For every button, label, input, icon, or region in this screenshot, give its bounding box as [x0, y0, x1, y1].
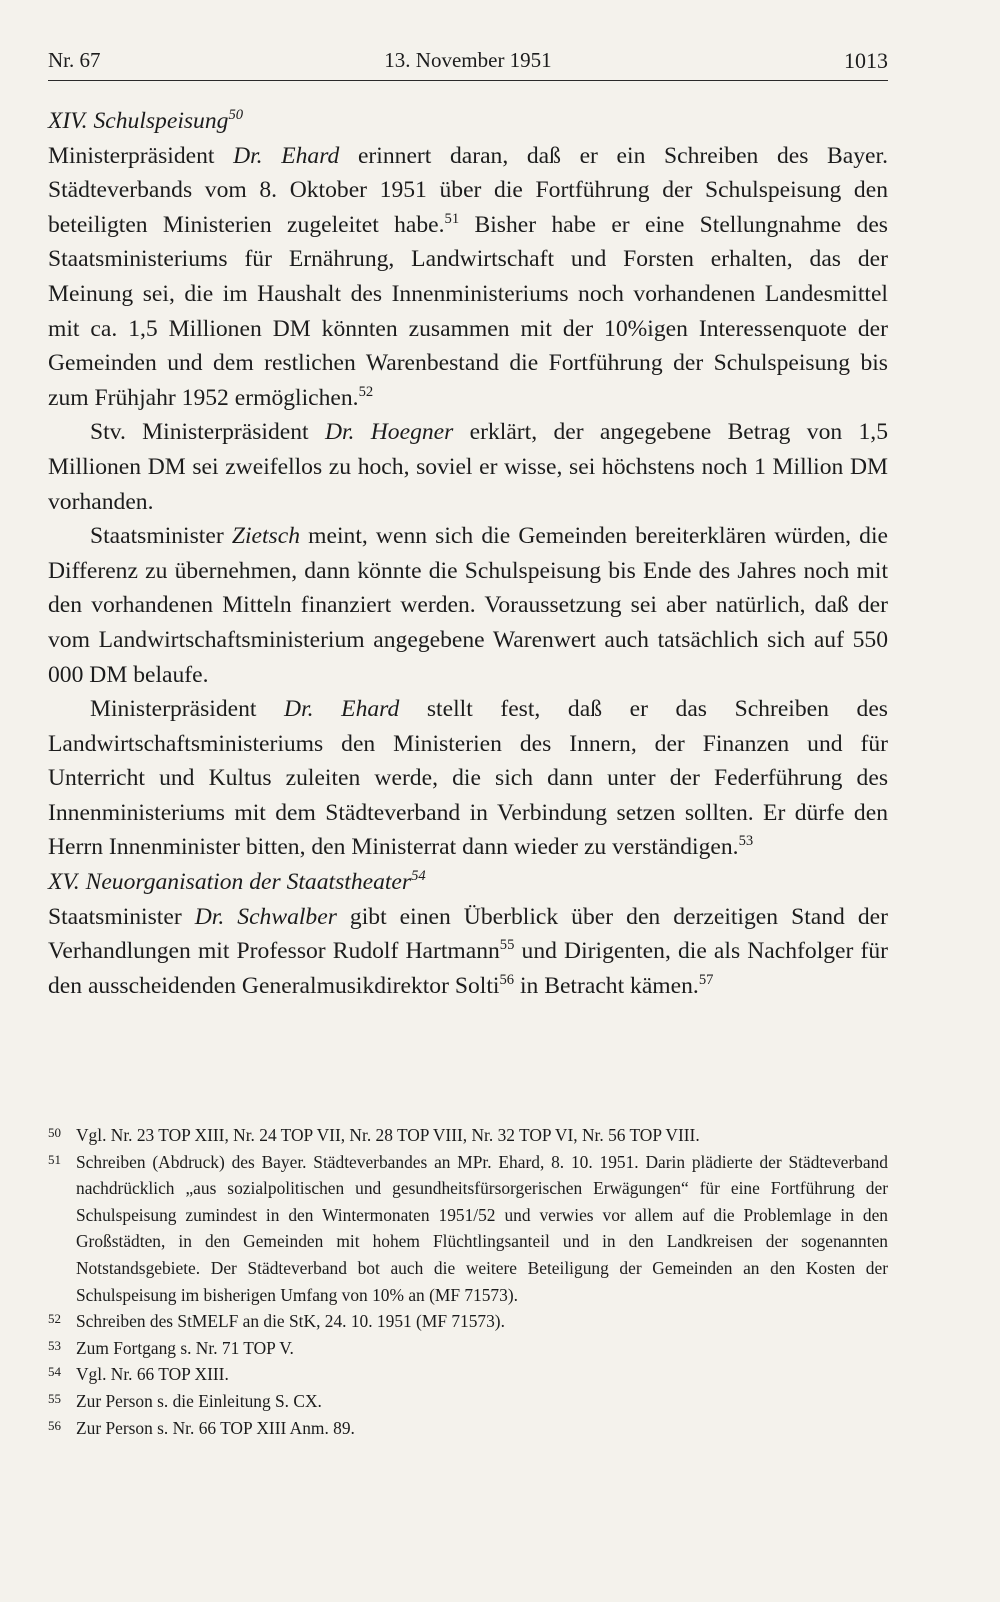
text-run: erklärt, der angegebene Betrag von 1,5 Millionen DM sei zweifellos zu hoch, soviel er wisse, sei höchstens noch 1 Million DM vorhanden.: [48, 419, 888, 515]
footnote-text: Zur Person s. die Einleitung S. CX.: [76, 1390, 322, 1411]
footnote-number: 51: [48, 1151, 61, 1167]
paragraph: [48, 519, 888, 692]
text-run: Staatsminister: [90, 523, 232, 550]
footnote-text: Vgl. Nr. 23 TOP XIII, Nr. 24 TOP VII, Nr. 28 TOP VIII, Nr. 32 TOP VI, Nr. 56 TOP VIII.: [76, 1125, 700, 1145]
footnote: [48, 1149, 888, 1309]
footnote: [48, 1415, 888, 1442]
footnote-text: Zur Person s. Nr. 66 TOP XIII Anm. 89.: [76, 1417, 355, 1438]
footnote: [48, 1335, 888, 1362]
footnote-text: Zum Fortgang s. Nr. 71 TOP V.: [76, 1337, 294, 1358]
text-run: stellt fest, daß er das Schreiben des Landwirtschaftsministeriums den Ministerien des Innern, der Finanzen und für Unterricht und Kultus zuleiten werde, die sich dann unter der Federführung des Innenministeriums mit dem Städteverband in Verbindung setzen sollten. Er dürfe den Herrn Innenminister bitten, den Ministerrat dann wieder zu verständigen.: [48, 696, 888, 861]
footnote-ref[interactable]: 57: [698, 972, 714, 989]
page-header: [48, 44, 888, 81]
footnote-number: 53: [48, 1337, 61, 1353]
footnote-text: Schreiben (Abdruck) des Bayer. Städteverbandes an MPr. Ehard, 8. 10. 1951. Darin plädierte der Städteverband nachdrücklich „aus sozialpolitischen und gesundheitsfürsorgerischen Erwägungen“ für eine Fortführung der Schulspeisung zumindest in den Wintermonaten 1951/52 und verwies vor allem auf die Problemlage in den Großstädten, in den Gemeinden mit hohem Flüchtlingsanteil und in den Landkreisen der sogenannten Notstandsgebiete. Der Städteverband bot auch die weitere Beteiligung der Gemeinden an den Kosten der Schulspeisung im bisherigen Umfang von 10% an (MF 71573).: [76, 1151, 888, 1305]
text-run: meint, wenn sich die Gemeinden bereiterklären würden, die Differenz zu übernehmen, dann könnte die Schulspeisung bis Ende des Jahres noch mit den vorhandenen Mitteln finanziert werden. Voraussetzung sei aber natürlich, daß der vom Landwirtschaftsministerium angegebene Warenwert auch tatsächlich sich auf 550 000 DM belaufe.: [48, 523, 888, 688]
text-run: erinnert daran, daß er ein Schreiben des Bayer. Städteverbands vom 8. Oktober 1951 über die Fortführung der Schulspeisung den beteiligten Ministerien zugeleitet habe.: [48, 142, 888, 238]
speaker-name: Dr. Ehard: [284, 696, 400, 723]
paragraph: [48, 692, 888, 865]
paragraph: [48, 139, 888, 416]
speaker-name: Zietsch: [231, 523, 300, 550]
section-heading-xv: [48, 865, 888, 900]
footnote-text: Schreiben des StMELF an die StK, 24. 10. 1951 (MF 71573).: [76, 1311, 505, 1332]
footnote-number: 56: [48, 1417, 61, 1433]
footnote-ref[interactable]: 52: [358, 383, 374, 400]
footnote: [48, 1388, 888, 1415]
footnote-ref[interactable]: 56: [499, 972, 515, 989]
footnote-ref[interactable]: 50: [228, 107, 244, 124]
text-run: Ministerpräsident: [90, 696, 285, 723]
text-run: Staatsminister: [48, 903, 195, 930]
section-title: Neuorganisation der Staatstheater: [85, 869, 412, 896]
footnote-number: 54: [48, 1364, 61, 1380]
text-run: Bisher habe er eine Stellungnahme des Staatsministeriums für Ernährung, Landwirtschaft und Forsten erhalten, das der Meinung sei, die im Haushalt des Innenministeriums noch vorhandenen Landesmittel mit ca. 1,5 Millionen DM könnten zusammen mit der 10%igen Interessenquote der Gemeinden und dem restlichen Warenbestand die Fortführung der Schulspeisung bis zum Frühjahr 1952 ermöglichen.: [48, 211, 888, 411]
speaker-name: Dr. Ehard: [233, 142, 340, 169]
text-run: Stv. Ministerpräsident: [90, 419, 325, 446]
section-title: Schulspeisung: [93, 108, 229, 134]
text-run: gibt einen Überblick über den derzeitigen Stand der Verhandlungen mit Professor Rudolf Hartmann: [48, 903, 888, 965]
header-date: 13. November 1951: [384, 48, 552, 72]
speaker-name: Dr. Hoegner: [324, 419, 454, 446]
section-roman: XV.: [48, 869, 80, 896]
section-heading-xiv: [48, 104, 888, 139]
text-run: und Dirigenten, die als Nachfolger für den ausscheidenden Generalmusikdirektor Solti: [48, 938, 889, 999]
footnote: [48, 1361, 888, 1388]
main-text: [48, 104, 888, 1003]
text-run: in Betracht kämen.: [514, 972, 699, 999]
paragraph: [48, 415, 888, 519]
paragraph: [48, 900, 888, 1004]
footnote-ref[interactable]: 55: [499, 937, 515, 954]
footnotes: [48, 1122, 888, 1441]
footnote-number: 50: [48, 1125, 61, 1140]
footnote-number: 55: [48, 1390, 61, 1406]
protocol-number: Nr. 67: [48, 48, 101, 72]
footnote-ref[interactable]: 51: [444, 211, 460, 228]
section-roman: XIV.: [48, 108, 88, 134]
footnote-ref[interactable]: 53: [738, 833, 754, 850]
footnote-text: Vgl. Nr. 66 TOP XIII.: [76, 1364, 229, 1385]
footnote: [48, 1122, 888, 1149]
footnote: [48, 1308, 888, 1335]
footnote-number: 52: [48, 1311, 61, 1327]
speaker-name: Dr. Schwalber: [194, 903, 337, 930]
page-number: 1013: [844, 48, 888, 73]
footnote-ref[interactable]: 54: [411, 868, 426, 885]
text-run: Ministerpräsident: [48, 142, 234, 169]
